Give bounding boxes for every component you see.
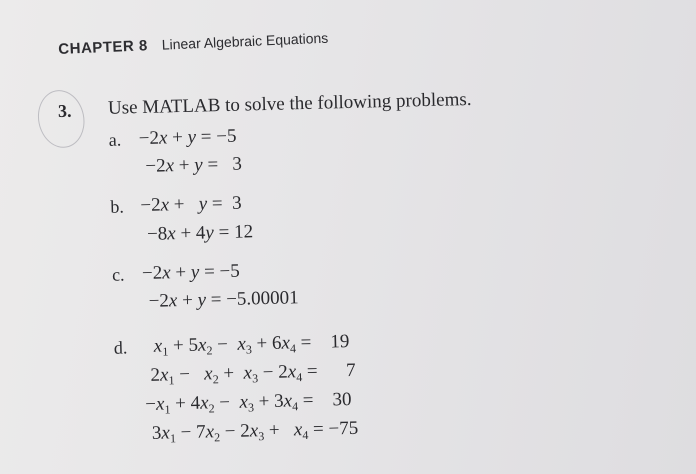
problem-number: 3. <box>57 100 72 122</box>
part-a-eq-1: −2x + y = −5 <box>138 125 237 150</box>
part-d-eq-1: $x_1 + 5x_2 - x_3 + 6x_4$ = 19 <box>153 331 350 359</box>
chapter-title: Linear Algebraic Equations <box>161 29 329 53</box>
part-b-label: b. <box>110 196 125 217</box>
part-d-eq-4: $3x_1 - 7x_2 - 2x_3 + x_4 = -75$ <box>151 417 359 446</box>
part-a-label: a. <box>108 129 122 150</box>
part-b-eq-2: −8x + 4y = 12 <box>146 221 254 245</box>
part-b-eq-1: −2x + y = 3 <box>140 192 242 217</box>
part-d-eq-3: $-x_1 + 4x_2 - x_3 + 3x_4$ = 30 <box>144 388 352 417</box>
part-c-label: c. <box>111 264 125 285</box>
part-c-eq-2: −2x + y = −5.00001 <box>148 287 299 312</box>
problem-prompt: Use MATLAB to solve the following problems. <box>107 88 472 119</box>
part-d-label: d. <box>113 337 128 358</box>
chapter-number: CHAPTER 8 <box>58 37 149 58</box>
part-a-eq-2: −2x + y = 3 <box>145 153 243 177</box>
part-d-eq-2: $2x_1 - x_2 + x_3 - 2x_4$ = 7 <box>150 359 356 388</box>
part-c-eq-1: −2x + y = −5 <box>141 260 240 285</box>
